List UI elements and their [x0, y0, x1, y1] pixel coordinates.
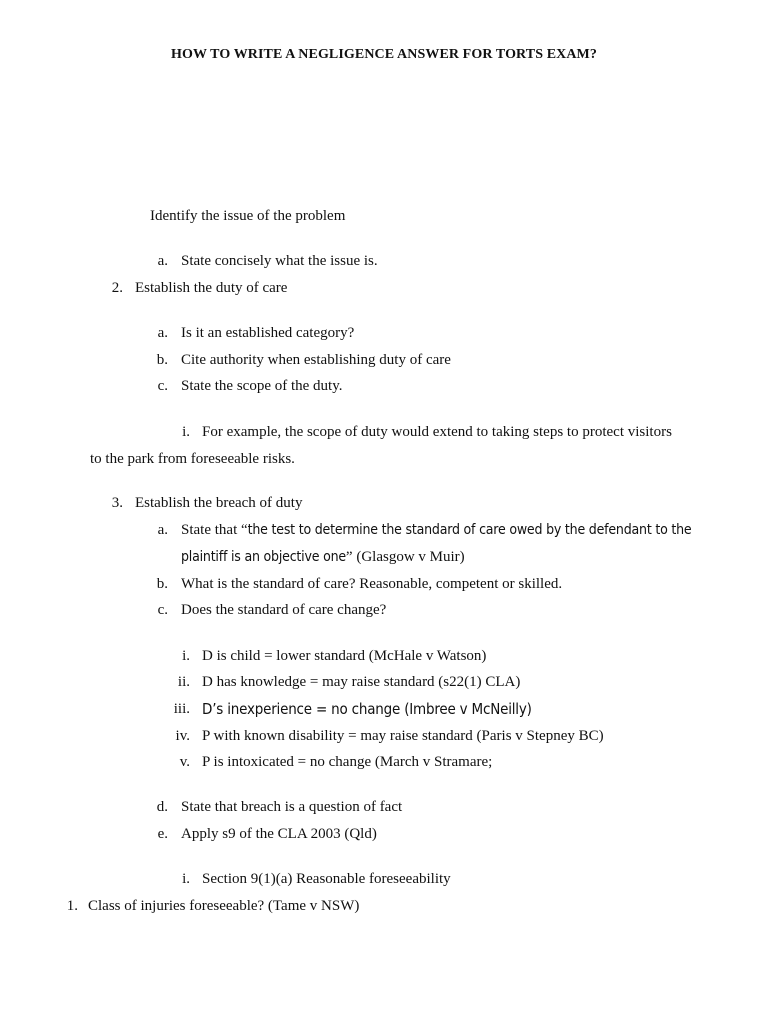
- line-text: Establish the breach of duty: [135, 495, 303, 511]
- line-text: D is child = lower standard (McHale v Watson): [202, 648, 487, 664]
- list-marker: v.: [179, 754, 190, 770]
- line-text: Class of injuries foreseeable? (Tame v NSW): [88, 898, 360, 914]
- line-text: P is intoxicated = no change (March v Stramare;: [202, 754, 493, 770]
- line-text: Is it an established category?: [181, 325, 355, 341]
- document-title: HOW TO WRITE A NEGLIGENCE ANSWER FOR TORTS EXAM?: [171, 47, 597, 62]
- line-text: [181, 523, 691, 538]
- line-text: Cite authority when establishing duty of care: [181, 352, 451, 368]
- quoted-text: plaintiff is an objective one: [181, 549, 346, 565]
- list-marker: i.: [182, 424, 190, 440]
- list-marker: i.: [182, 871, 190, 887]
- line-text: Identify the issue of the problem: [150, 208, 346, 224]
- list-marker: d.: [156, 799, 168, 815]
- line-text: P with known disability = may raise standard (Paris v Stepney BC): [202, 728, 604, 744]
- line-text: State the scope of the duty.: [181, 378, 343, 394]
- line-text: Apply s9 of the CLA 2003 (Qld): [181, 826, 377, 842]
- line-text: Does the standard of care change?: [181, 602, 387, 618]
- line-text: D’s inexperience = no change (Imbree v McNeilly): [202, 700, 532, 718]
- list-marker: i.: [182, 648, 190, 664]
- list-marker: iv.: [175, 728, 190, 744]
- text-prefix: State that “: [181, 522, 248, 538]
- list-marker: 2.: [111, 280, 123, 296]
- line-text: D has knowledge = may raise standard (s22(1) CLA): [202, 674, 521, 690]
- list-marker: 3.: [111, 495, 123, 511]
- line-text: to the park from foreseeable risks.: [90, 451, 295, 467]
- list-marker: iii.: [173, 701, 190, 717]
- list-marker: a.: [157, 325, 168, 341]
- line-text: [181, 550, 465, 565]
- list-marker: ii.: [177, 674, 190, 690]
- list-marker: a.: [157, 522, 168, 538]
- list-marker: c.: [157, 378, 168, 394]
- quoted-text: the test to determine the standard of care owed by the defendant to the: [247, 522, 692, 538]
- list-marker: a.: [157, 253, 168, 269]
- list-marker: c.: [157, 602, 168, 618]
- list-marker: b.: [156, 352, 168, 368]
- list-marker: e.: [157, 826, 168, 842]
- list-marker: b.: [156, 576, 168, 592]
- line-text: For example, the scope of duty would extend to taking steps to protect visitors: [202, 424, 672, 440]
- line-text: State concisely what the issue is.: [181, 253, 378, 269]
- text-suffix: ” (Glasgow v Muir): [345, 549, 465, 565]
- line-text: What is the standard of care? Reasonable, competent or skilled.: [181, 576, 563, 592]
- line-text: Section 9(1)(a) Reasonable foreseeability: [202, 871, 451, 887]
- line-text: State that breach is a question of fact: [181, 799, 403, 815]
- list-marker: 1.: [66, 898, 78, 914]
- line-text: Establish the duty of care: [135, 280, 288, 296]
